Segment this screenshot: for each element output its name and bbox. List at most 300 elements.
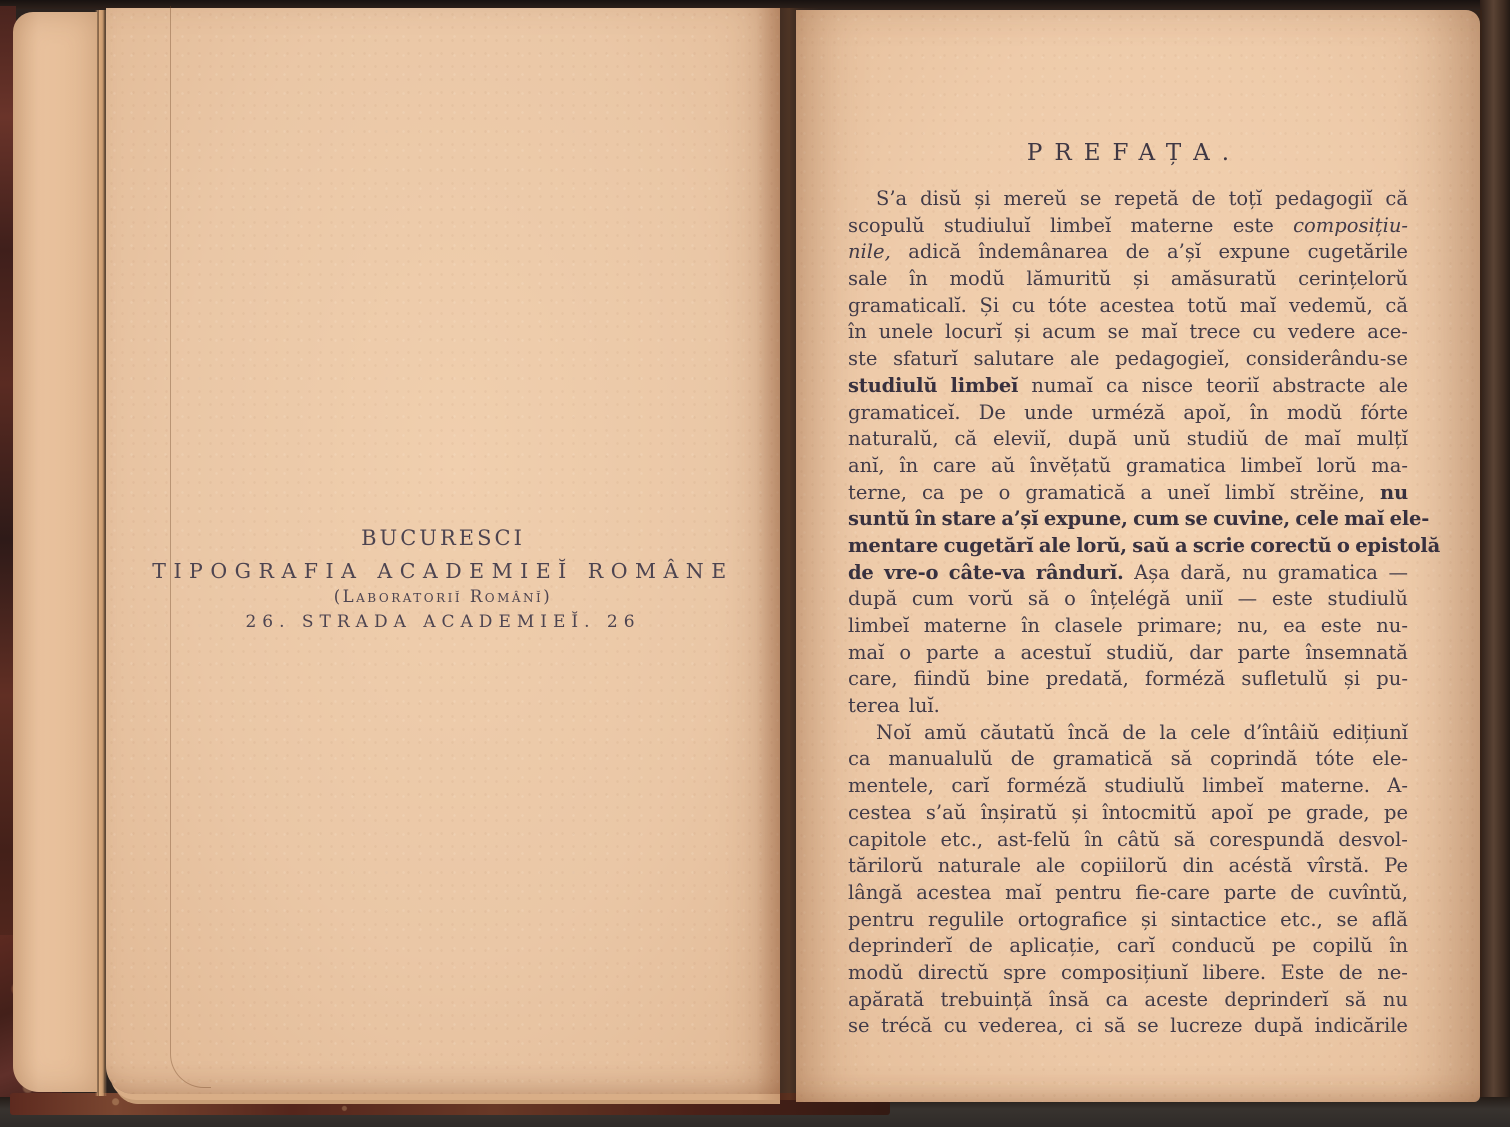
word: unele xyxy=(878,320,934,344)
text-line xyxy=(848,347,1408,374)
word: tóte xyxy=(1315,747,1355,771)
word: se xyxy=(1107,320,1130,344)
word: salutare xyxy=(973,347,1055,371)
text-line xyxy=(848,667,1408,694)
word: lorŭ, xyxy=(1076,533,1127,557)
imprint-address: 26. STRADA ACADEMIEĬ. 26 xyxy=(245,612,641,632)
word: dară, xyxy=(1180,560,1232,584)
word: modŭ xyxy=(1286,400,1343,424)
word: limbĭ xyxy=(1225,480,1275,504)
word: și xyxy=(1132,267,1150,291)
text-line xyxy=(848,774,1408,801)
word: unŭ xyxy=(1133,427,1171,451)
word: capitole xyxy=(848,827,927,851)
word: studiulŭ xyxy=(848,373,938,397)
word: sale xyxy=(848,267,888,291)
word: vedemŭ, xyxy=(1288,293,1373,317)
word: S’a xyxy=(876,187,908,210)
word: și xyxy=(1071,800,1088,824)
word: considerându-se xyxy=(1245,347,1408,371)
word: de xyxy=(848,560,874,584)
word: amŭ xyxy=(924,720,967,744)
page-edge-stack xyxy=(13,12,97,1092)
word: numaĭ xyxy=(1031,373,1093,397)
word: scrie xyxy=(1192,533,1245,557)
word: conducŭ xyxy=(1171,934,1256,958)
word: ortografice xyxy=(1017,907,1128,931)
word: bine xyxy=(986,667,1030,691)
word: de xyxy=(1264,427,1289,451)
word: desvol- xyxy=(1338,827,1408,851)
word: sintactice xyxy=(1170,907,1267,931)
word: ace- xyxy=(1367,320,1408,344)
word: nu, xyxy=(1237,614,1269,637)
word: a’șĭ xyxy=(1167,240,1202,264)
word: gramaticeĭ. xyxy=(848,400,961,424)
word: studiuluĭ xyxy=(943,213,1031,237)
word: composițiu- xyxy=(1293,213,1408,237)
word: expune, xyxy=(1043,507,1128,531)
word: este xyxy=(1232,213,1274,237)
word: a xyxy=(1174,533,1188,557)
word: din xyxy=(1182,854,1214,878)
word: acestea xyxy=(916,880,992,904)
word: parte xyxy=(1237,640,1291,664)
text-line xyxy=(848,828,1408,855)
text-line xyxy=(848,961,1408,988)
word: se xyxy=(848,1014,870,1038)
word: trece xyxy=(1189,320,1241,344)
word: cestea xyxy=(848,800,912,824)
word: ca xyxy=(922,480,945,504)
imprint-publisher-sub: (Laboratoriĭ Românĭ) xyxy=(333,587,553,606)
word: directŭ xyxy=(917,960,989,984)
word: etc., xyxy=(1280,907,1323,931)
word: află xyxy=(1371,907,1408,931)
word: cele xyxy=(1190,720,1231,744)
word: ci xyxy=(1075,1014,1093,1038)
word: ast-felŭ xyxy=(996,827,1071,851)
word: carĭ xyxy=(951,774,990,798)
word: lămuritŭ xyxy=(1026,267,1112,291)
text-line xyxy=(848,614,1408,641)
word: carĭ xyxy=(1116,934,1155,958)
word: forméză xyxy=(1006,774,1087,798)
word: să xyxy=(1170,747,1193,771)
word: materne xyxy=(923,614,1007,637)
word: limbeĭ xyxy=(1049,213,1112,237)
word: terea xyxy=(848,694,900,718)
word: aplicație, xyxy=(1009,934,1101,958)
word: modŭ xyxy=(949,267,1005,291)
word: să xyxy=(1344,987,1367,1011)
word: materne. xyxy=(1280,774,1370,798)
word: la xyxy=(1159,720,1178,744)
word: în xyxy=(848,320,867,344)
word: cele xyxy=(1295,507,1339,531)
word: în xyxy=(909,267,928,291)
text-line xyxy=(848,881,1408,908)
word: luĭ. xyxy=(908,694,940,718)
text-line xyxy=(848,427,1408,454)
word: studiulŭ xyxy=(1104,774,1185,798)
word: și xyxy=(1343,667,1361,691)
text-line xyxy=(848,1014,1408,1041)
word: parte xyxy=(1223,880,1277,904)
word: regulile xyxy=(927,907,1005,931)
word: ale xyxy=(1378,373,1408,397)
word: dar xyxy=(1189,640,1223,664)
word: toțĭ xyxy=(1228,187,1263,210)
word: corectŭ xyxy=(1250,533,1332,557)
word: o xyxy=(998,480,1011,504)
word: sufletulŭ xyxy=(1241,667,1328,691)
word: de xyxy=(1125,240,1150,264)
word: — xyxy=(1388,560,1408,584)
word: de xyxy=(1338,960,1363,984)
word: d’întâiŭ xyxy=(1243,720,1320,744)
word: vedere xyxy=(1287,320,1356,344)
text-line xyxy=(848,240,1408,267)
word: naturalŭ, xyxy=(848,427,939,451)
word: după xyxy=(1253,1014,1304,1038)
word: urméză xyxy=(1091,400,1166,424)
word: vre-o xyxy=(884,560,939,584)
word: că xyxy=(1385,187,1408,210)
word: de xyxy=(1122,720,1147,744)
word: parte xyxy=(926,640,979,664)
word: gramatica xyxy=(1125,453,1227,477)
word: limbeĭ xyxy=(1202,774,1264,798)
word: limbeĭ xyxy=(1240,453,1302,477)
word: în xyxy=(1021,614,1040,637)
word: câte-va xyxy=(948,560,1026,584)
word: încă xyxy=(1067,720,1110,744)
word: ca xyxy=(848,747,871,771)
word: pedagogiĭ xyxy=(1275,187,1373,210)
word: ca xyxy=(1106,373,1129,397)
word: composițiunĭ xyxy=(1061,960,1189,984)
word: pe xyxy=(1267,800,1292,824)
word: limbeĭ xyxy=(950,373,1019,397)
word: în xyxy=(899,453,919,477)
word: mentele, xyxy=(848,774,934,798)
word: fórte xyxy=(1360,400,1408,424)
word: maĭ xyxy=(1344,507,1385,531)
word: spre xyxy=(1003,960,1047,984)
text-line xyxy=(848,801,1408,828)
word: apărată xyxy=(848,987,925,1011)
word: în xyxy=(1084,827,1104,851)
word: ea xyxy=(1283,614,1307,637)
word: maĭ xyxy=(1141,320,1178,344)
word: se xyxy=(1184,507,1208,531)
word: uniĭ xyxy=(1185,587,1223,611)
word: că xyxy=(1385,293,1408,317)
word: nisce xyxy=(1141,373,1193,397)
word: grade, xyxy=(1305,800,1370,824)
word: însemnată xyxy=(1305,640,1408,664)
text-line xyxy=(848,694,1408,721)
word: nu xyxy=(1242,560,1268,584)
word: și xyxy=(1140,907,1158,931)
word: maĭ xyxy=(848,640,885,664)
word: acéstă xyxy=(1228,854,1293,878)
word: fie-care xyxy=(1135,880,1210,904)
word: A- xyxy=(1387,774,1408,798)
word: acestea xyxy=(1099,293,1175,317)
word: vederea, xyxy=(978,1014,1064,1038)
word: corespundă xyxy=(1209,827,1325,851)
word: cuvine, xyxy=(1213,507,1290,531)
word: totŭ xyxy=(1187,293,1228,317)
word: forméză xyxy=(1145,667,1226,691)
word: tóte xyxy=(1047,293,1087,317)
word: ale xyxy=(1038,533,1071,557)
word: o xyxy=(899,640,912,664)
word: după xyxy=(1067,427,1118,451)
word: este xyxy=(1320,614,1362,637)
word: ale xyxy=(1035,854,1066,878)
word: deprinderĭ xyxy=(1224,987,1329,1011)
word: care, xyxy=(848,667,898,691)
word: să xyxy=(1173,827,1196,851)
word: materne xyxy=(1130,213,1214,237)
word: ele- xyxy=(1389,507,1430,531)
word: Pe xyxy=(1384,854,1408,878)
word: lucreze xyxy=(1170,1014,1243,1038)
word: să xyxy=(1027,587,1050,611)
word: apoĭ, xyxy=(1183,400,1232,424)
text-line xyxy=(848,533,1441,561)
word: indicările xyxy=(1314,1014,1408,1038)
word: coprindă xyxy=(1210,747,1298,771)
text-line xyxy=(848,294,1408,321)
word: epistolă xyxy=(1355,533,1441,557)
word: nu xyxy=(1382,987,1408,1011)
imprint-city: BUCURESCI xyxy=(361,526,525,550)
word: sfaturĭ xyxy=(893,347,958,371)
word: să xyxy=(1104,1014,1126,1038)
word: pe xyxy=(959,480,984,504)
word: de xyxy=(968,934,993,958)
word: pe xyxy=(1271,934,1296,958)
word: eleviĭ, xyxy=(992,427,1052,451)
word: abstracte xyxy=(1272,373,1366,397)
word: studiŭ, xyxy=(1106,640,1175,664)
text-line xyxy=(848,374,1408,401)
text-line xyxy=(848,641,1408,668)
word: pu- xyxy=(1376,667,1408,691)
word: căutatŭ xyxy=(979,720,1055,744)
body-text xyxy=(848,187,1441,1041)
word: se xyxy=(1079,187,1102,210)
word: ne- xyxy=(1377,960,1408,984)
word: manualulŭ xyxy=(888,747,993,771)
word: mereŭ xyxy=(1003,187,1067,210)
word: mulțĭ xyxy=(1356,427,1408,451)
word: saŭ xyxy=(1132,533,1170,557)
word: adică xyxy=(908,240,962,264)
word: naturale xyxy=(937,854,1022,878)
word: care xyxy=(932,453,977,477)
word: însă xyxy=(1048,987,1090,1011)
word: o xyxy=(1064,587,1076,611)
word: întocmitŭ xyxy=(1102,800,1197,824)
word: ele- xyxy=(1372,747,1408,771)
text-line xyxy=(848,320,1408,347)
word: trécă xyxy=(881,1014,933,1038)
word: limbeĭ xyxy=(848,614,910,637)
text-line xyxy=(848,747,1408,774)
word: pentru xyxy=(1055,880,1122,904)
word: repetă xyxy=(1114,187,1179,210)
text-line xyxy=(848,214,1408,241)
text-line xyxy=(848,267,1408,294)
word: aceste xyxy=(1144,987,1208,1011)
word: cu xyxy=(943,1014,968,1038)
word: disŭ xyxy=(920,187,962,210)
word: a xyxy=(1140,480,1153,504)
text-line xyxy=(848,507,1430,534)
word: a’șĭ xyxy=(1001,507,1039,531)
word: nu- xyxy=(1376,614,1408,637)
word: de xyxy=(1290,880,1315,904)
word: suntŭ xyxy=(848,507,910,531)
word: că xyxy=(954,427,978,451)
text-line xyxy=(848,454,1408,481)
word: deprinderĭ xyxy=(848,934,953,958)
word: acestuĭ xyxy=(1020,640,1092,664)
word: cerințelorŭ xyxy=(1298,267,1408,291)
word: Noĭ xyxy=(876,720,912,744)
word: terne, xyxy=(848,480,907,504)
word: și xyxy=(1013,320,1031,344)
word: nile, xyxy=(848,240,891,264)
imprint-publisher: TIPOGRAFIA ACADEMIEĬ ROMÂNE xyxy=(152,559,734,583)
word: în xyxy=(914,507,937,531)
word: nu xyxy=(1379,480,1408,504)
word: De xyxy=(978,400,1006,424)
word: maĭ xyxy=(1005,880,1042,904)
word: primare; xyxy=(1137,614,1223,637)
word: vîrstă. xyxy=(1307,854,1370,878)
word: ma- xyxy=(1371,453,1408,477)
left-page xyxy=(106,8,780,1094)
word: trebuință xyxy=(940,987,1033,1011)
word: îndemânarea xyxy=(978,240,1109,264)
text-line xyxy=(848,187,1408,214)
text-line xyxy=(848,401,1408,428)
word: teoriĭ xyxy=(1206,373,1260,397)
word: gramatica xyxy=(1277,560,1378,584)
word: Este xyxy=(1280,960,1325,984)
word: Și xyxy=(979,293,1000,317)
word: expune xyxy=(1218,240,1291,264)
word: cum xyxy=(1133,507,1180,531)
text-line xyxy=(848,481,1408,508)
word: edițiunĭ xyxy=(1332,720,1408,744)
word: s’aŭ xyxy=(925,800,967,824)
word: copilŭ xyxy=(1312,934,1373,958)
word: gramatică xyxy=(1025,480,1126,504)
text-line xyxy=(848,587,1408,614)
text-line xyxy=(848,988,1408,1015)
word: unde xyxy=(1024,400,1074,424)
word: maĭ xyxy=(1304,427,1341,451)
word: studiŭ xyxy=(1186,427,1249,451)
word: și xyxy=(974,187,991,210)
word: se xyxy=(1137,1014,1159,1038)
word: rândurĭ. xyxy=(1035,560,1124,584)
word: etc., xyxy=(940,827,984,851)
text-line xyxy=(848,908,1408,935)
word: cu xyxy=(1011,293,1036,317)
word: cuvîntŭ, xyxy=(1328,880,1408,904)
right-page xyxy=(796,10,1480,1102)
word: aŭ xyxy=(991,453,1016,477)
chapter-heading: PREFAȚA. xyxy=(1026,140,1242,166)
word: scopulŭ xyxy=(848,213,925,237)
word: copiilorŭ xyxy=(1080,854,1168,878)
text-line xyxy=(848,721,1408,748)
word: gramaticalĭ. xyxy=(848,293,967,317)
word: uneĭ xyxy=(1167,480,1211,504)
word: pe xyxy=(1383,800,1408,824)
word: studiulŭ xyxy=(1327,587,1408,611)
word: cugetările xyxy=(1307,240,1408,264)
word: modŭ xyxy=(848,960,904,984)
word: înșiratŭ xyxy=(980,800,1058,824)
word: învĕțatŭ xyxy=(1029,453,1112,477)
word: vorŭ xyxy=(968,587,1014,611)
word: este xyxy=(1271,587,1313,611)
word: a xyxy=(993,640,1006,664)
word: locurĭ xyxy=(945,320,1003,344)
word: de xyxy=(1010,747,1035,771)
word: cugetărĭ xyxy=(943,533,1034,557)
word: înțelégă xyxy=(1090,587,1171,611)
word: mentare xyxy=(848,533,939,557)
word: gramatică xyxy=(1052,747,1153,771)
word: lorŭ xyxy=(1316,453,1357,477)
word: în xyxy=(1389,934,1408,958)
text-line xyxy=(848,854,1408,881)
book-cover-right-edge xyxy=(1480,0,1510,1127)
text-line xyxy=(848,934,1408,961)
text-line xyxy=(848,561,1408,588)
word: ale xyxy=(1069,347,1100,371)
word: de xyxy=(1191,187,1216,210)
word: cum xyxy=(911,587,954,611)
word: maĭ xyxy=(1239,293,1277,317)
imprint-block xyxy=(106,526,780,632)
word: câtŭ xyxy=(1117,827,1160,851)
word: apoĭ xyxy=(1210,800,1254,824)
word: predată, xyxy=(1045,667,1129,691)
word: fiindŭ xyxy=(913,667,971,691)
word: libere. xyxy=(1202,960,1267,984)
word: strĕine, xyxy=(1289,480,1365,504)
word: pedagogieĭ, xyxy=(1115,347,1231,371)
word: Așa xyxy=(1134,560,1170,584)
word: amăsuratŭ xyxy=(1170,267,1277,291)
word: acum xyxy=(1042,320,1096,344)
word: tărilorŭ xyxy=(848,854,923,878)
word: stare xyxy=(941,507,996,531)
word: cu xyxy=(1252,320,1276,344)
word: anĭ, xyxy=(848,453,885,477)
